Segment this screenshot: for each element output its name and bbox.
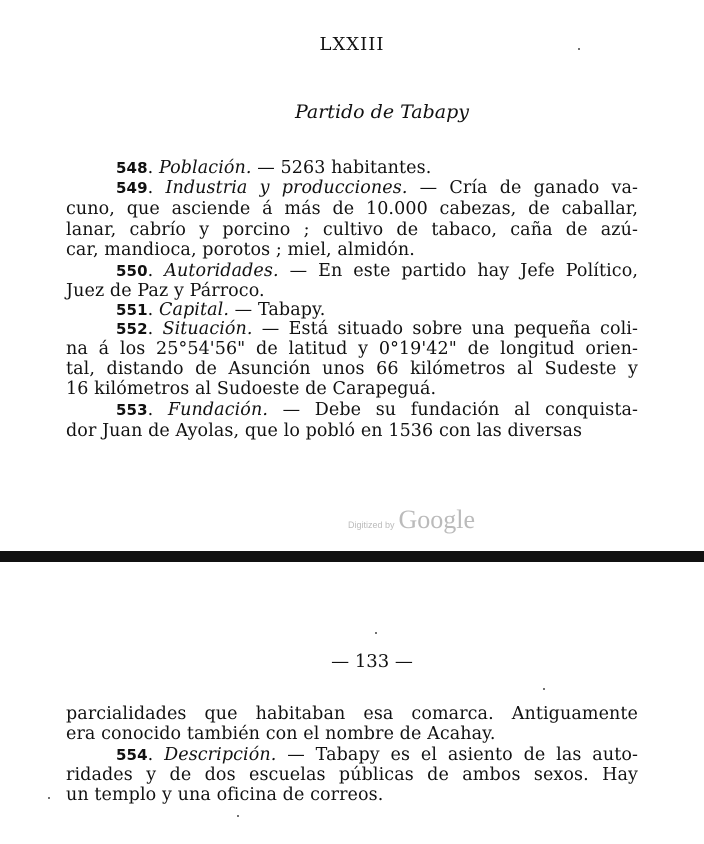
paragraph-number: 552 <box>116 320 148 338</box>
page-number: — 133 — <box>331 651 413 672</box>
page-header: LXXIII <box>319 34 385 55</box>
paragraph-heading: Capital. <box>158 300 230 320</box>
line-text: un templo y una oficina de correos. <box>66 785 384 805</box>
numbered-paragraph-line: 554. Descripción. — Tabapy es el asiento de las auto- <box>116 745 638 765</box>
text-line <box>66 281 638 301</box>
numbered-paragraph-line: 551. Capital. — Tabapy. <box>116 300 326 320</box>
paragraph-number: 554 <box>116 746 148 764</box>
text-line <box>66 240 638 260</box>
paragraph-number: 551 <box>116 301 148 319</box>
numbered-paragraph-line: 553. Fundación. — Debe su fundación al conquista- <box>116 400 638 420</box>
line-text: — Tabapy. <box>229 300 326 320</box>
speck <box>237 815 239 817</box>
paragraph-number: 548 <box>116 159 148 177</box>
text-line <box>66 220 638 240</box>
line-text: tal, distando de Asunción unos 66 kilómetros al Sudeste y <box>66 359 638 379</box>
paragraph-heading: Industria y producciones. <box>165 178 408 198</box>
speck <box>543 688 545 690</box>
text-line <box>66 765 638 785</box>
numbered-paragraph-line: 550. Autoridades. — En este partido hay Jefe Político, <box>116 261 638 281</box>
line-text: cuno, que asciende á más de 10.000 cabezas, de caballar, <box>66 199 638 219</box>
line-text: Juez de Paz y Párroco. <box>66 281 265 301</box>
numbered-paragraph-line: 549. Industria y producciones. — Cría de ganado va- <box>116 178 639 198</box>
paragraph-heading: Descripción. <box>164 745 277 765</box>
line-text: lanar, cabrío y porcino ; cultivo de tabaco, caña de azú- <box>66 220 638 240</box>
numbered-paragraph-line: 552. Situación. — Está situado sobre una pequeña coli- <box>116 319 638 339</box>
paragraph-number: 549 <box>116 179 148 197</box>
watermark-brand: Google <box>398 505 476 534</box>
line-text: ridades y de dos escuelas públicas de ambos sexos. Hay <box>66 765 638 785</box>
text-line <box>66 785 638 805</box>
line-text: na á los 25°54'56" de latitud y 0°19'42" de longitud orien- <box>66 339 638 359</box>
line-text: parcialidades que habitaban esa comarca. Antiguamente <box>66 704 638 724</box>
google-watermark <box>348 505 475 535</box>
text-line <box>66 359 638 379</box>
line-text: era conocido también con el nombre de Acahay. <box>66 724 496 744</box>
text-line <box>66 421 638 441</box>
line-text: — Tabapy es el asiento de las auto- <box>276 745 638 765</box>
line-text: car, mandioca, porotos ; miel, almidón. <box>66 240 415 260</box>
line-text: 16 kilómetros al Sudoeste de Carapeguá. <box>66 379 437 399</box>
paragraph-heading: Autoridades. <box>164 261 279 281</box>
page-divider <box>0 551 704 562</box>
numbered-paragraph-line: 548. Población. — 5263 habitantes. <box>116 158 432 178</box>
text-line <box>66 379 638 399</box>
paragraph-heading: Situación. <box>162 319 253 339</box>
text-line <box>66 724 638 744</box>
text-line <box>66 704 638 724</box>
line-text: — Debe su fundación al conquista- <box>267 400 638 420</box>
paragraph-number: 553 <box>116 401 148 419</box>
paragraph-number: 550 <box>116 262 148 280</box>
line-text: — En este partido hay Jefe Político, <box>278 261 638 281</box>
line-text: — Está situado sobre una pequeña coli- <box>252 319 638 339</box>
paragraph-heading: Población. <box>158 158 252 178</box>
line-text: dor Juan de Ayolas, que lo pobló en 1536 con las diversas <box>66 421 583 441</box>
speck <box>48 797 50 799</box>
line-text: — Cría de ganado va- <box>407 178 639 198</box>
speck <box>375 632 377 634</box>
text-line <box>66 339 638 359</box>
paragraph-heading: Fundación. <box>167 400 268 420</box>
line-text: — 5263 habitantes. <box>251 158 432 178</box>
section-title: Partido de Tabapy <box>294 101 470 123</box>
text-line <box>66 199 638 219</box>
watermark-small: Digitized by <box>348 520 395 530</box>
speck <box>578 48 580 50</box>
